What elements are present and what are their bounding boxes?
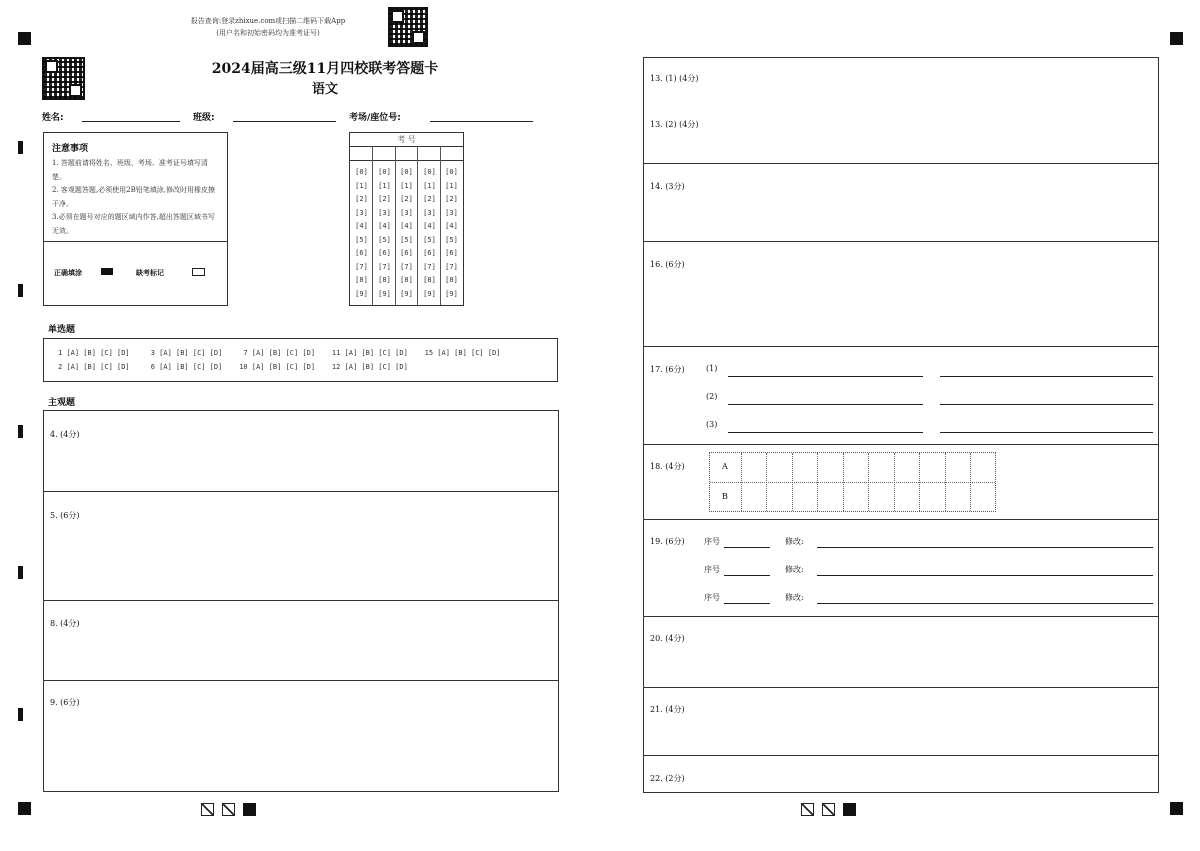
class-label: 班级: — [193, 113, 215, 123]
timing-mark — [18, 708, 23, 721]
question-label: 18. (4分) — [650, 462, 685, 471]
divider — [350, 146, 463, 147]
page-mark-hatched — [201, 803, 214, 816]
qr-code-icon — [42, 57, 85, 100]
subject-title: 语文 — [311, 82, 338, 97]
question-label: 13. (2) (4分) — [650, 120, 699, 129]
alignment-mark — [1170, 802, 1183, 815]
notice-box — [43, 132, 228, 306]
question-label: 16. (6分) — [650, 260, 685, 269]
divider — [44, 241, 227, 242]
question-label: 13. (1) (4分) — [650, 74, 699, 83]
name-field[interactable] — [82, 121, 180, 122]
alignment-mark — [1170, 32, 1183, 45]
timing-mark — [18, 141, 23, 154]
digit-column[interactable]: [0] [1] [2] [3] [4] [5] [6] [7] [8] [9] — [423, 168, 436, 298]
answer-line[interactable] — [940, 376, 1153, 377]
timing-mark — [18, 566, 23, 579]
absent-checkbox[interactable] — [192, 268, 205, 276]
notice-heading: 注意事项 — [52, 144, 89, 154]
fix-line[interactable] — [817, 547, 1153, 548]
answer-line[interactable] — [728, 376, 923, 377]
sub-label: (3) — [706, 420, 718, 429]
choice-row[interactable]: 2 [A] [B] [C] [D] 6 [A] [B] [C] [D] 10 [A] [B] [C] [D] 12 [A] [B] [C] [D] — [58, 363, 408, 371]
digit-column[interactable]: [0] [1] [2] [3] [4] [5] [6] [7] [8] [9] — [445, 168, 458, 298]
notice-item: 2. 客观题答题,必须使用2B铅笔填涂,修改时用橡皮擦干净。 — [52, 186, 215, 208]
question-label: 5. (6分) — [50, 511, 80, 520]
answer-line[interactable] — [940, 404, 1153, 405]
seat-label: 考场/座位号: — [349, 113, 401, 123]
question-label: 22. (2分) — [650, 774, 685, 783]
seq-label: 序号 — [704, 593, 720, 602]
timing-mark — [18, 425, 23, 438]
digit-column[interactable]: [0] [1] [2] [3] [4] [5] [6] [7] [8] [9] — [400, 168, 413, 298]
seq-label: 序号 — [704, 537, 720, 546]
seq-line[interactable] — [724, 603, 770, 604]
subjective-right-box — [643, 57, 1159, 793]
timing-mark — [18, 284, 23, 297]
sub-label: (1) — [706, 364, 718, 373]
notice-item: 1. 答题前请将姓名、班级、考场、准考证号填写清楚。 — [52, 159, 208, 181]
q18-grid[interactable] — [709, 452, 996, 512]
page-mark-solid — [843, 803, 856, 816]
single-choice-heading: 单选题 — [48, 325, 76, 335]
digit-column[interactable]: [0] [1] [2] [3] [4] [5] [6] [7] [8] [9] — [378, 168, 391, 298]
row-label: A — [722, 462, 728, 471]
divider — [350, 160, 463, 161]
answer-line[interactable] — [940, 432, 1153, 433]
report-line-2: (用户名和初始密码均为准考证号) — [216, 29, 320, 37]
name-label: 姓名: — [42, 113, 64, 123]
page-mark-hatched — [822, 803, 835, 816]
answer-line[interactable] — [728, 404, 923, 405]
correct-fill-sample — [101, 268, 113, 275]
seq-line[interactable] — [724, 575, 770, 576]
subjective-heading: 主观题 — [48, 398, 76, 408]
row-label: B — [722, 492, 728, 501]
alignment-mark — [18, 32, 31, 45]
page-mark-hatched — [222, 803, 235, 816]
choice-row[interactable]: 1 [A] [B] [C] [D] 3 [A] [B] [C] [D] 7 [A] [B] [C] [D] 11 [A] [B] [C] [D] 15 [A] [B] [C] [D] — [58, 349, 501, 357]
correct-fill-label: 正确填涂 — [54, 269, 82, 277]
seq-line[interactable] — [724, 547, 770, 548]
fix-label: 修改: — [785, 537, 804, 546]
digit-column[interactable]: [0] [1] [2] [3] [4] [5] [6] [7] [8] [9] — [355, 168, 368, 298]
page-mark-hatched — [801, 803, 814, 816]
fix-line[interactable] — [817, 603, 1153, 604]
question-label: 14. (3分) — [650, 182, 685, 191]
question-label: 21. (4分) — [650, 705, 685, 714]
seq-label: 序号 — [704, 565, 720, 574]
card-title: 2024届高三级11月四校联考答题卡 — [211, 61, 439, 77]
question-label: 9. (6分) — [50, 698, 80, 707]
fix-label: 修改: — [785, 593, 804, 602]
question-label: 20. (4分) — [650, 634, 685, 643]
seat-field[interactable] — [430, 121, 533, 122]
class-field[interactable] — [233, 121, 336, 122]
fix-label: 修改: — [785, 565, 804, 574]
notice-item: 3.必须在题号对应的题区域内作答,超出答题区域书写无效。 — [52, 213, 215, 235]
qr-code-icon — [388, 7, 428, 47]
fix-line[interactable] — [817, 575, 1153, 576]
report-line-1: 报告查询:登录zhixue.com或扫描二维码下载App — [190, 17, 346, 25]
exam-number-header: 考 号 — [397, 135, 416, 144]
exam-number-grid — [349, 132, 464, 306]
question-label: 19. (6分) — [650, 537, 685, 546]
sub-label: (2) — [706, 392, 718, 401]
notice-items — [52, 157, 217, 238]
alignment-mark — [18, 802, 31, 815]
absent-label: 缺考标记 — [136, 269, 164, 277]
question-label: 8. (4分) — [50, 619, 80, 628]
page-mark-solid — [243, 803, 256, 816]
single-choice-box — [43, 338, 558, 382]
subjective-left-box — [43, 410, 559, 792]
answer-line[interactable] — [728, 432, 923, 433]
question-label: 17. (6分) — [650, 365, 685, 374]
question-label: 4. (4分) — [50, 430, 80, 439]
